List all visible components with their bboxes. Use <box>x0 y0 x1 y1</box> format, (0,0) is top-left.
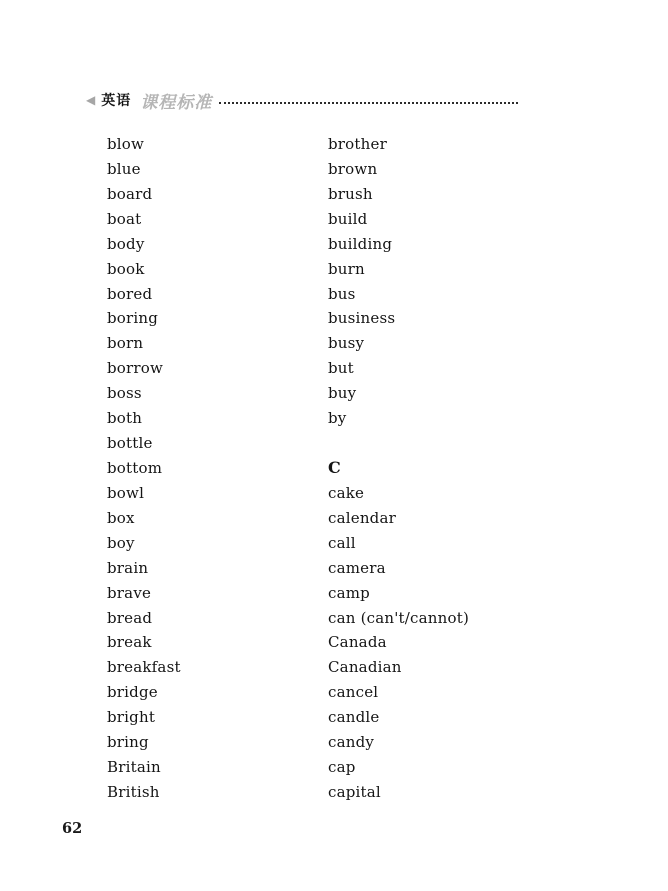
word-item: brave <box>107 583 152 602</box>
word-item: bottom <box>107 458 163 477</box>
word-item: Canadian <box>328 658 402 677</box>
word-item: call <box>328 533 356 552</box>
word-item: but <box>328 359 354 378</box>
word-item: blow <box>107 135 145 153</box>
word-item: both <box>107 409 143 428</box>
word-item: calendar <box>328 508 396 527</box>
word-item: borrow <box>107 359 164 378</box>
word-item: candy <box>328 733 375 752</box>
word-item: bring <box>107 733 149 752</box>
word-item: book <box>107 259 145 278</box>
word-item: board <box>107 184 153 203</box>
word-item: capital <box>328 782 381 801</box>
word-item: brain <box>107 558 149 577</box>
word-item: by <box>328 409 347 428</box>
word-item: cancel <box>328 683 379 702</box>
word-item: boss <box>107 384 142 403</box>
word-column-right <box>328 132 469 805</box>
word-item: boy <box>107 533 135 552</box>
word-item: building <box>328 234 393 253</box>
word-item: bus <box>328 284 356 303</box>
vocabulary-list <box>107 132 628 805</box>
word-item: build <box>328 209 368 228</box>
header-title-subtitle: 课程标准 <box>140 92 213 113</box>
page-number: 62 <box>62 820 83 837</box>
section-heading: C <box>328 457 341 477</box>
word-item: cap <box>328 758 356 777</box>
dotted-rule <box>219 102 518 104</box>
word-item: Canada <box>328 633 387 652</box>
word-item: camp <box>328 583 370 602</box>
word-item: box <box>107 508 135 527</box>
page-header <box>86 90 518 113</box>
word-item: brush <box>328 184 373 203</box>
word-item: bridge <box>107 683 158 702</box>
word-item: breakfast <box>107 658 181 677</box>
word-item: busy <box>328 334 365 353</box>
word-column-left <box>107 132 328 805</box>
header-title-bold: 英语 <box>101 93 132 109</box>
word-item: Britain <box>107 758 161 777</box>
word-item: body <box>107 234 145 253</box>
word-item: camera <box>328 558 386 577</box>
left-triangle-icon: ◀ <box>86 93 96 107</box>
word-item: British <box>107 782 160 801</box>
word-item: burn <box>328 259 365 278</box>
word-item: business <box>328 309 396 328</box>
word-item: break <box>107 633 152 652</box>
word-item: bowl <box>107 483 145 502</box>
word-item: brown <box>328 159 378 178</box>
word-item: bread <box>107 608 153 627</box>
word-item: can (can't/cannot) <box>328 608 470 627</box>
word-item: cake <box>328 483 365 502</box>
word-item: boring <box>107 309 159 328</box>
word-item: bottle <box>107 434 153 453</box>
word-item: born <box>107 334 144 353</box>
word-item: bored <box>107 284 153 303</box>
word-item: bright <box>107 708 156 727</box>
word-item: buy <box>328 384 357 403</box>
word-item: candle <box>328 708 380 727</box>
word-item: brother <box>328 135 387 153</box>
word-item: blue <box>107 159 141 178</box>
word-item: boat <box>107 209 142 228</box>
